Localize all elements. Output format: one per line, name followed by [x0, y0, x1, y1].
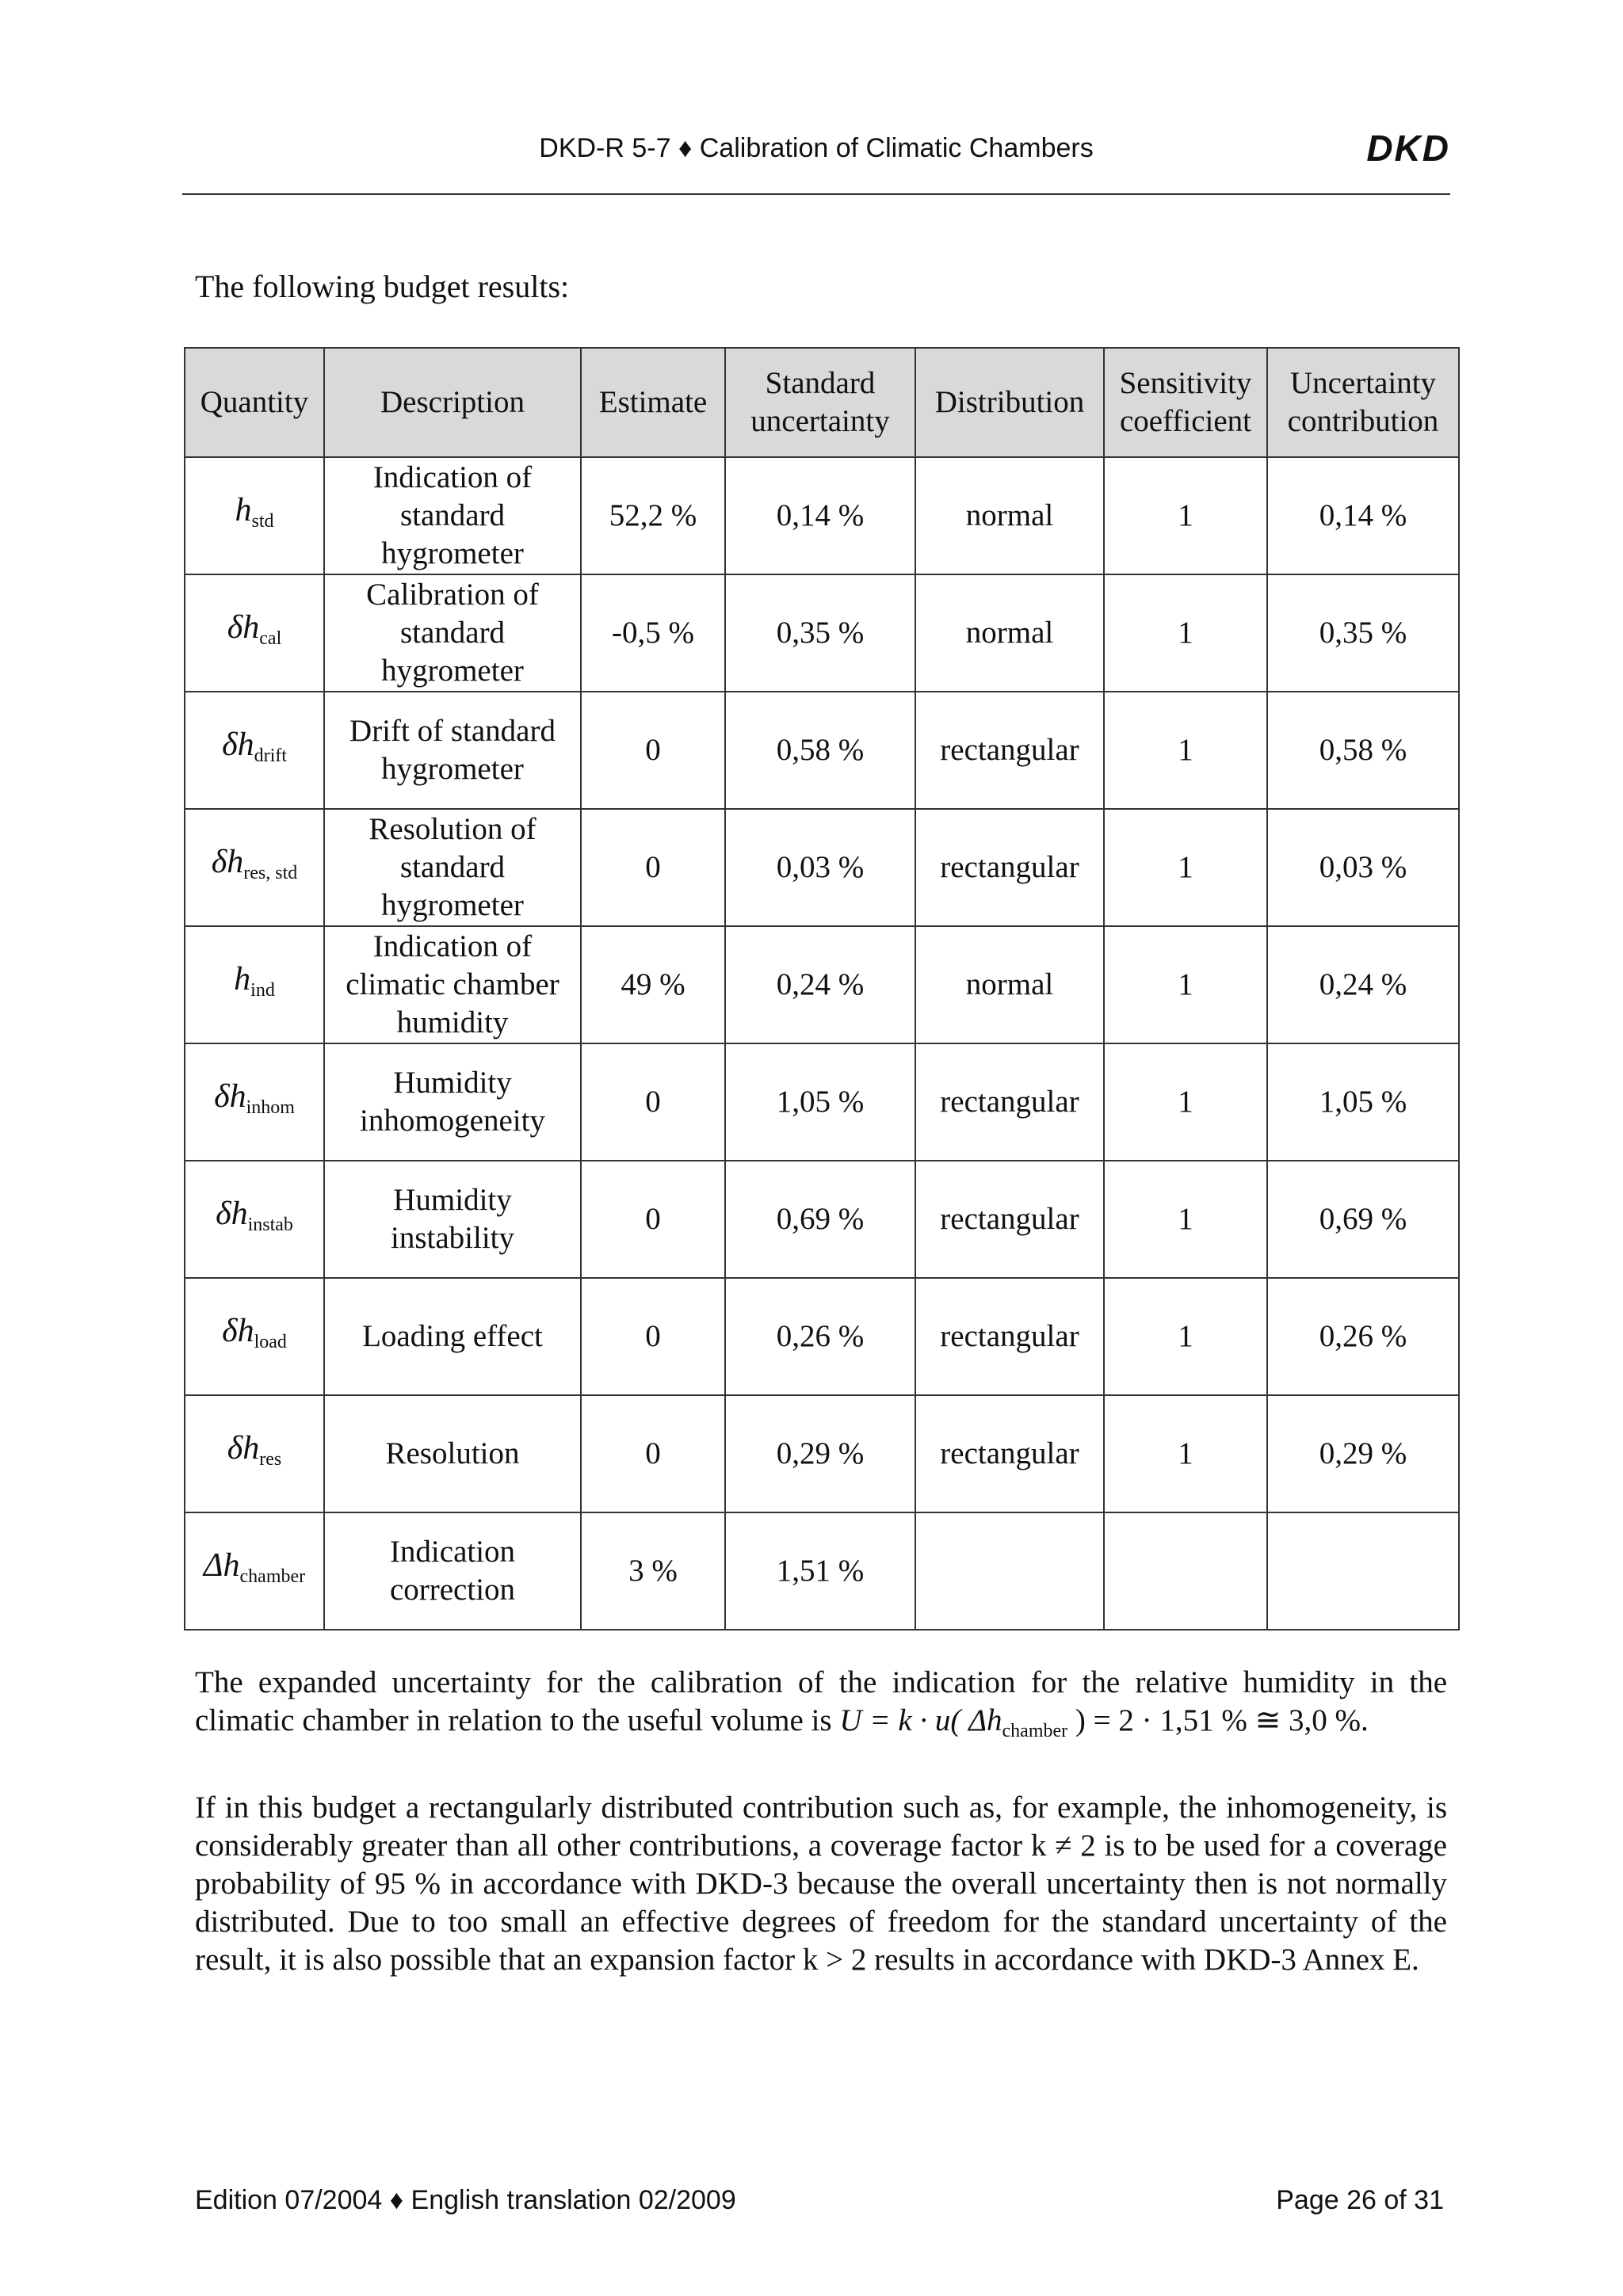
- std-uncertainty-cell: 0,14 %: [725, 457, 915, 574]
- sensitivity-cell: 1: [1104, 457, 1267, 574]
- distribution-cell: rectangular: [915, 1278, 1104, 1395]
- distribution-cell: [915, 1512, 1104, 1630]
- description-cell: Resolution of standard hygrometer: [324, 809, 581, 926]
- std-uncertainty-cell: 0,69 %: [725, 1161, 915, 1278]
- description-cell: Indication of standard hygrometer: [324, 457, 581, 574]
- dkd-logo: DKD: [1366, 128, 1450, 169]
- table-row: [185, 809, 1459, 926]
- estimate-cell: 0: [581, 692, 725, 809]
- header-divider: [182, 193, 1450, 195]
- header-distribution: Distribution: [915, 348, 1104, 457]
- contribution-cell: [1267, 1512, 1459, 1630]
- contribution-cell: 0,24 %: [1267, 926, 1459, 1043]
- footer-page-number: Page 26 of 31: [1276, 2185, 1444, 2215]
- header-standard-uncertainty: Standard uncertainty: [725, 348, 915, 457]
- table-row: [185, 1512, 1459, 1630]
- sensitivity-cell: [1104, 1512, 1267, 1630]
- paragraph1-text: The expanded uncertainty for the calibration of the indication for the relative humidity in the climatic chamber in relation to the useful volume is: [195, 1665, 1447, 1737]
- page-header: [182, 127, 1450, 190]
- std-uncertainty-cell: 0,29 %: [725, 1395, 915, 1512]
- description-cell: Humidity inhomogeneity: [324, 1043, 581, 1161]
- quantity-symbol: $h_{std}$: [235, 492, 274, 532]
- table-row: [185, 457, 1459, 574]
- distribution-cell: rectangular: [915, 1395, 1104, 1512]
- distribution-cell: rectangular: [915, 1043, 1104, 1161]
- estimate-cell: -0,5 %: [581, 574, 725, 692]
- estimate-cell: 0: [581, 1161, 725, 1278]
- coverage-factor-paragraph: If in this budget a rectangularly distributed contribution such as, for example, the inhomogeneity, is considerably greater than all other contributions, a coverage factor k ≠ 2 is to be used for a coverage probability of 95 % in accordance with DKD-3 because the overall uncertainty then is not normally distributed. Due to too small an effective degrees of freedom for the standard uncertainty of the result, it is also possible that an expansion factor k > 2 results in accordance with DKD-3 Annex E.: [195, 1791, 1447, 1977]
- contribution-cell: 0,29 %: [1267, 1395, 1459, 1512]
- table-row: [185, 1278, 1459, 1395]
- header-description: Description: [324, 348, 581, 457]
- quantity-cell: [185, 692, 324, 809]
- estimate-cell: 0: [581, 809, 725, 926]
- table-row: [185, 574, 1459, 692]
- quantity-cell: [185, 1161, 324, 1278]
- distribution-cell: rectangular: [915, 809, 1104, 926]
- estimate-cell: 3 %: [581, 1512, 725, 1630]
- quantity-cell: [185, 1278, 324, 1395]
- quantity-symbol: $h_{ind}$: [234, 961, 275, 1001]
- std-uncertainty-cell: 0,03 %: [725, 809, 915, 926]
- sensitivity-cell: 1: [1104, 1043, 1267, 1161]
- sensitivity-cell: 1: [1104, 574, 1267, 692]
- header-quantity: Quantity: [185, 348, 324, 457]
- quantity-cell: [185, 1395, 324, 1512]
- estimate-cell: 0: [581, 1278, 725, 1395]
- header-estimate: Estimate: [581, 348, 725, 457]
- quantity-symbol: $\delta h_{inhom}$: [214, 1078, 295, 1118]
- contribution-cell: 0,35 %: [1267, 574, 1459, 692]
- quantity-cell: [185, 1043, 324, 1161]
- contribution-cell: 0,58 %: [1267, 692, 1459, 809]
- description-cell: Drift of standard hygrometer: [324, 692, 581, 809]
- quantity-cell: [185, 926, 324, 1043]
- sensitivity-cell: 1: [1104, 809, 1267, 926]
- sensitivity-cell: 1: [1104, 1161, 1267, 1278]
- description-cell: Resolution: [324, 1395, 581, 1512]
- estimate-cell: 52,2 %: [581, 457, 725, 574]
- quantity-symbol: $\delta h_{load}$: [222, 1313, 287, 1352]
- table-row: [185, 1043, 1459, 1161]
- description-cell: Calibration of standard hygrometer: [324, 574, 581, 692]
- sensitivity-cell: 1: [1104, 1395, 1267, 1512]
- quantity-symbol: $\delta h_{cal}$: [227, 609, 282, 649]
- table-row: [185, 1395, 1459, 1512]
- contribution-cell: 1,05 %: [1267, 1043, 1459, 1161]
- distribution-cell: normal: [915, 574, 1104, 692]
- table-header-row: [185, 348, 1459, 457]
- distribution-cell: rectangular: [915, 1161, 1104, 1278]
- quantity-cell: [185, 574, 324, 692]
- description-cell: Indication correction: [324, 1512, 581, 1630]
- quantity-symbol: $\delta h_{instab}$: [216, 1196, 293, 1235]
- distribution-cell: rectangular: [915, 692, 1104, 809]
- std-uncertainty-cell: 0,26 %: [725, 1278, 915, 1395]
- sensitivity-cell: 1: [1104, 1278, 1267, 1395]
- table-body: [185, 457, 1459, 1630]
- quantity-symbol: $\Delta h_{chamber}$: [203, 1547, 306, 1587]
- estimate-cell: 0: [581, 1043, 725, 1161]
- std-uncertainty-cell: 1,51 %: [725, 1512, 915, 1630]
- description-cell: Indication of climatic chamber humidity: [324, 926, 581, 1043]
- header-sensitivity-coefficient: Sensitivity coefficient: [1104, 348, 1267, 457]
- quantity-cell: [185, 809, 324, 926]
- footer-edition: Edition 07/2004 ♦ English translation 02/2009: [195, 2185, 736, 2215]
- contribution-cell: 0,26 %: [1267, 1278, 1459, 1395]
- quantity-symbol: $\delta h_{drift}$: [222, 727, 287, 766]
- header-uncertainty-contribution: Uncertainty contribution: [1267, 348, 1459, 457]
- intro-text: The following budget results:: [195, 269, 570, 304]
- std-uncertainty-cell: 1,05 %: [725, 1043, 915, 1161]
- sensitivity-cell: 1: [1104, 692, 1267, 809]
- std-uncertainty-cell: 0,58 %: [725, 692, 915, 809]
- distribution-cell: normal: [915, 926, 1104, 1043]
- quantity-symbol: $\delta h_{res}$: [227, 1430, 282, 1470]
- header-title: DKD-R 5-7 ♦ Calibration of Climatic Chambers: [539, 133, 1094, 163]
- uncertainty-budget-table: [184, 347, 1460, 1630]
- contribution-cell: 0,69 %: [1267, 1161, 1459, 1278]
- std-uncertainty-cell: 0,24 %: [725, 926, 915, 1043]
- estimate-cell: 0: [581, 1395, 725, 1512]
- table-row: [185, 926, 1459, 1043]
- quantity-symbol: $\delta h_{res, std}$: [211, 844, 298, 883]
- expanded-uncertainty-paragraph: [195, 1664, 1447, 1750]
- expanded-uncertainty-formula: U = k · u( $\Delta h_{chamber}$ ) = 2 · 1,51 % ≅ 3,0 %.: [839, 1703, 1369, 1741]
- description-cell: Loading effect: [324, 1278, 581, 1395]
- table-row: [185, 1161, 1459, 1278]
- description-cell: Humidity instability: [324, 1161, 581, 1278]
- contribution-cell: 0,03 %: [1267, 809, 1459, 926]
- quantity-cell: [185, 457, 324, 574]
- std-uncertainty-cell: 0,35 %: [725, 574, 915, 692]
- table-row: [185, 692, 1459, 809]
- contribution-cell: 0,14 %: [1267, 457, 1459, 574]
- sensitivity-cell: 1: [1104, 926, 1267, 1043]
- estimate-cell: 49 %: [581, 926, 725, 1043]
- quantity-cell: [185, 1512, 324, 1630]
- distribution-cell: normal: [915, 457, 1104, 574]
